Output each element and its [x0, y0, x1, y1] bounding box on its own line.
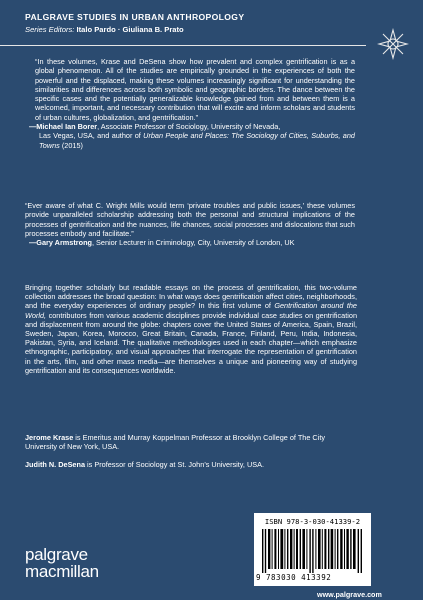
barcode-icon — [262, 529, 363, 573]
review-quote-2 — [25, 201, 355, 247]
quote-1-author-role-cont: Las Vegas, USA, and author of — [39, 131, 144, 141]
quote-2-author-role: , Senior Lecturer in Criminology, City, University of London, UK — [91, 238, 295, 248]
publisher-name-line-2: macmillan — [25, 562, 99, 581]
quote-1-book-title: Urban People and Places: The Sociology of Cities, Suburbs, and Towns — [39, 131, 355, 150]
isbn-barcode-box — [254, 513, 371, 586]
quote-1-text: gentrification is as a global phenomenon. All of the studies are empirically grounded in the experiences of both the powerful and the displaced, making these volumes increasingly significant for understanding the similarities and differences across both symbolic and geographic borders. The dance between the specific cases and the potentially generalizable knowledge gained from and between them is a welcomed, important, and necessary contribution that will excite and inform scholars and students of urban cultures, globalization, and gentrification.” — [35, 57, 355, 122]
series-editors-names: Italo Pardo · Giuliana B. Prato — [76, 25, 184, 34]
quote-1-author-role: , Associate Professor of Sociology, University of Nevada, — [97, 122, 281, 132]
barcode-digits: 9 783030 413392 — [256, 573, 332, 582]
book-description — [25, 283, 357, 375]
author-2-name: Judith N. DeSena — [25, 460, 86, 469]
quote-2-attribution — [29, 238, 355, 247]
quote-1-author: —Michael Ian Borer — [29, 122, 98, 132]
author-bio-2 — [25, 460, 357, 469]
series-title: PALGRAVE STUDIES IN URBAN ANTHROPOLOGY — [25, 12, 245, 22]
series-editors-label: Series Editors: — [25, 25, 75, 34]
author-2-bio: is Professor of Sociology at St. John’s University, USA. — [85, 460, 264, 469]
quote-1-attribution — [29, 122, 355, 150]
header-rule — [0, 45, 366, 46]
quote-2-text: “Ever aware of what C. Wright Mills would term ‘private troubles and public issues,’ these volumes provide unparalleled scholarship addressing both the personal and structural implications of the processes of gentrification and the nuances, life chances, social processes and dislocations that such processes embody and facilitate.” — [25, 201, 355, 238]
author-1-name: Jerome Krase — [25, 433, 74, 442]
quote-2-author: —Gary Armstrong — [29, 238, 92, 248]
description-book-title: Gentrification around the World, — [25, 301, 357, 320]
description-part-1: Bringing together scholarly but readable essays on the process of gentrification, this two-volume collection addresses the broad question: In what ways does gentrification affect cities, neighborhoods, and the everyday experiences of ordinary people? In this first volume of — [25, 283, 357, 311]
author-1-bio: is Emeritus and Murray Koppelman Professor at Brooklyn College of The City University of New York, USA. — [25, 433, 325, 452]
palgrave-star-logo-icon — [377, 28, 409, 60]
description-part-2: contributors from various academic disciplines provide individual case studies on gentrification and displacement from around the globe: chapters cover the United States of America, Spain, Brazil, Sweden, Japan, Korea, Morocco, Great Britain, Canada, France, Finland, Peru, India, Indonesia, Pakistan, Syria, and Iceland. The qualitative methodologies used in each chapter—which emphasize ethnographic, participatory, and visual approaches that interrogate the representation of gentrification in the arts, film, and other mass media—are themselves a unique and pioneering way of studying gentrification and its consequences worldwide. — [25, 310, 357, 375]
isbn-number: ISBN 978-3-030-41339-2 — [264, 517, 361, 526]
quote-1-year: (2015) — [59, 140, 83, 150]
publisher-url[interactable]: www.palgrave.com — [317, 590, 382, 599]
quote-1-first-line: “In these volumes, Krase and DeSena show how prevalent and complex — [35, 57, 283, 66]
publisher-name-line-1: palgrave — [25, 545, 88, 564]
review-quote-1 — [25, 57, 355, 150]
series-editors — [25, 25, 184, 34]
author-bio-1 — [25, 433, 357, 451]
